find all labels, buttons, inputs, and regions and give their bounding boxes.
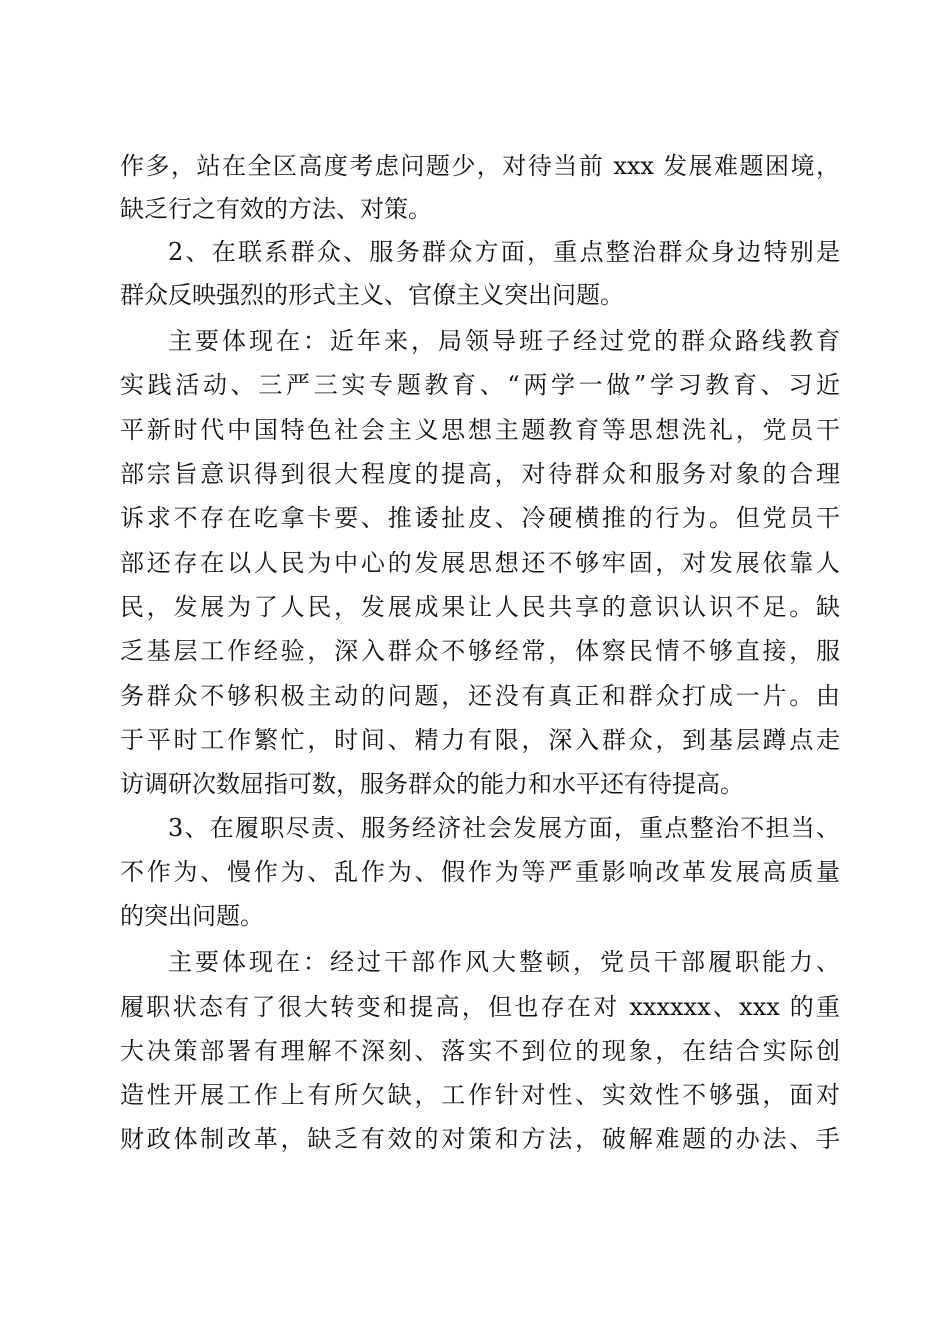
text-line: 民，发展为了人民，发展成果让人民共享的意识认识不足。缺: [120, 593, 840, 621]
text-line: 务群众不够积极主动的问题，还没有真正和群众打成一片。由: [120, 682, 840, 710]
text-line: 平新时代中国特色社会主义思想主题教育等思想洗礼，党员干: [120, 416, 840, 444]
text-line: 诉求不存在吃拿卡要、推诿扯皮、冷硬横推的行为。但党员干: [120, 504, 840, 532]
text-line: 主要体现在：经过干部作风大整顿，党员干部履职能力、: [168, 948, 840, 976]
text-line: 造性开展工作上有所欠缺，工作针对性、实效性不够强，面对: [120, 1081, 840, 1109]
text-line: 实践活动、三严三实专题教育、“两学一做”学习教育、习近: [120, 371, 840, 399]
text-line: 部宗旨意识得到很大程度的提高，对待群众和服务对象的合理: [120, 460, 840, 488]
text-line: 财政体制改革，缺乏有效的对策和方法，破解难题的办法、手: [120, 1125, 840, 1153]
section-heading-line: 2、在联系群众、服务群众方面，重点整治群众身边特别是: [168, 238, 840, 266]
text-line: 作多，站在全区高度考虑问题少，对待当前 xxx 发展难题困境，: [120, 152, 840, 180]
text-line: 于平时工作繁忙，时间、精力有限，深入群众，到基层蹲点走: [120, 726, 840, 754]
text-line: 主要体现在：近年来，局领导班子经过党的群众路线教育: [168, 327, 840, 355]
section-heading-line: 3、在履职尽责、服务经济社会发展方面，重点整治不担当、: [168, 814, 840, 842]
section-heading-line: 的突出问题。: [120, 902, 264, 930]
text-line: 缺乏行之有效的方法、对策。: [120, 195, 432, 223]
text-line: 大决策部署有理解不深刻、落实不到位的现象，在结合实际创: [120, 1037, 840, 1065]
text-line: 履职状态有了很大转变和提高，但也存在对 xxxxxx、xxx 的重: [120, 993, 840, 1021]
section-heading-line: 不作为、慢作为、乱作为、假作为等严重影响改革发展高质量: [120, 858, 840, 886]
section-heading-line: 群众反映强烈的形式主义、官僚主义突出问题。: [120, 281, 624, 309]
text-line: 部还存在以人民为中心的发展思想还不够牢固，对发展依靠人: [120, 549, 840, 577]
text-line: 访调研次数屈指可数，服务群众的能力和水平还有待提高。: [120, 770, 744, 798]
text-line: 乏基层工作经验，深入群众不够经常，体察民情不够直接，服: [120, 637, 840, 665]
